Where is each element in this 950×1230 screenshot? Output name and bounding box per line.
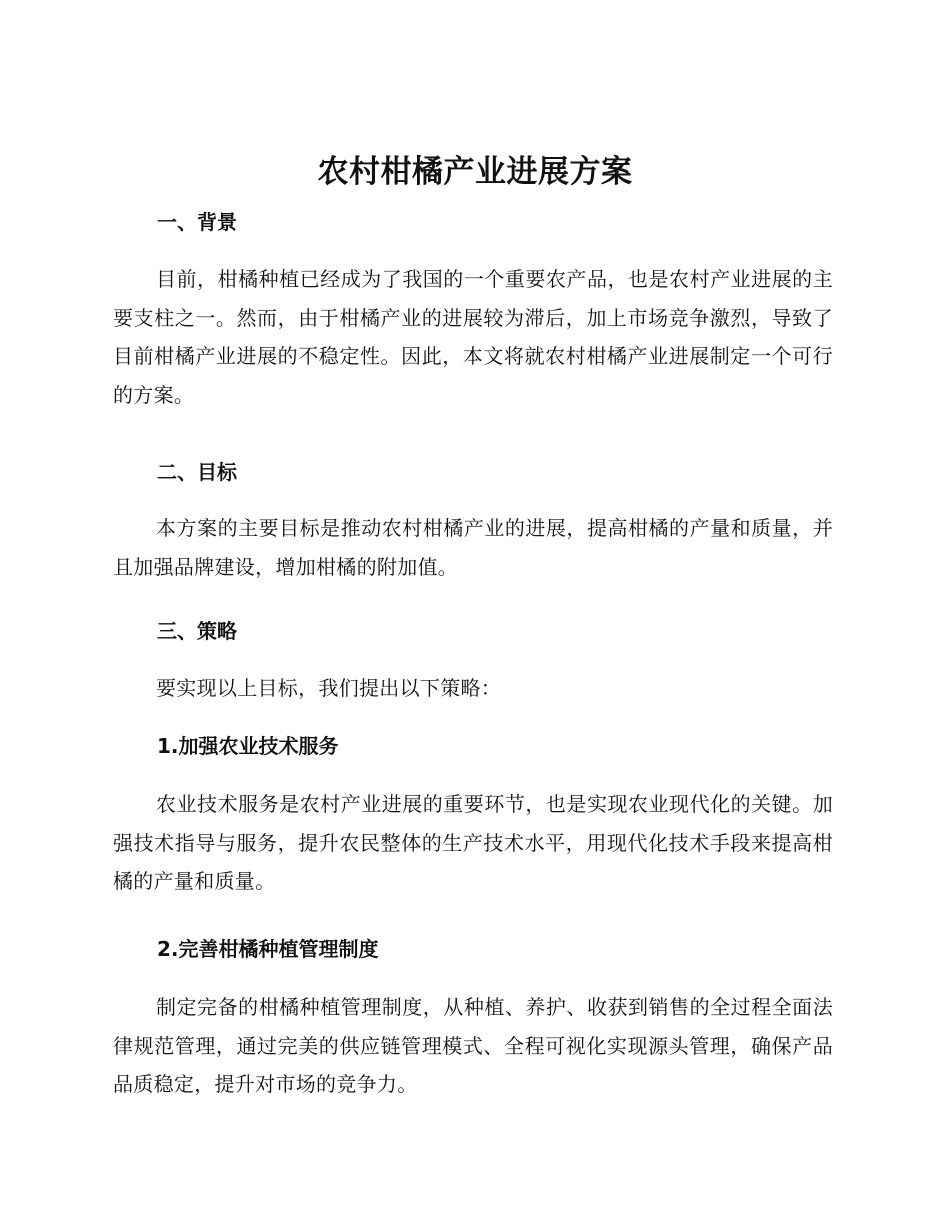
strategy-item-paragraph-2: 制定完备的柑橘种植管理制度，从种植、养护、收获到销售的全过程全面法律规范管理，通过完美的供应链管理模式、全程可视化实现源头管理，确保产品品质稳定，提升对市场的竞争力。	[113, 995, 833, 1096]
section-paragraph-goal: 本方案的主要目标是推动农村柑橘产业的进展，提高柑橘的产量和质量，并且加强品牌建设，增加柑橘的附加值。	[113, 516, 833, 579]
strategy-item-heading-2: 2.完善柑橘种植管理制度	[157, 937, 379, 961]
strategy-item-paragraph-1: 农业技术服务是农村产业进展的重要环节，也是实现农业现代化的关键。加强技术指导与服务，提升农民整体的生产技术水平，用现代化技术手段来提高柑橘的产量和质量。	[113, 792, 833, 893]
section-heading-strategy: 三、策略	[157, 619, 237, 643]
section-heading-background: 一、背景	[157, 210, 237, 234]
strategy-item-heading-1: 1.加强农业技术服务	[157, 734, 339, 758]
section-heading-goal: 二、目标	[157, 460, 237, 484]
document-title: 农村柑橘产业进展方案	[317, 154, 633, 190]
section-paragraph-background: 目前，柑橘种植已经成为了我国的一个重要农产品，也是农村产业进展的主要支柱之一。然而，由于柑橘产业的进展较为滞后，加上市场竞争激烈，导致了目前柑橘产业进展的不稳定性。因此，本文将就农村柑橘产业进展制定一个可行的方案。	[113, 267, 833, 407]
strategy-intro: 要实现以上目标，我们提出以下策略：	[156, 676, 502, 700]
